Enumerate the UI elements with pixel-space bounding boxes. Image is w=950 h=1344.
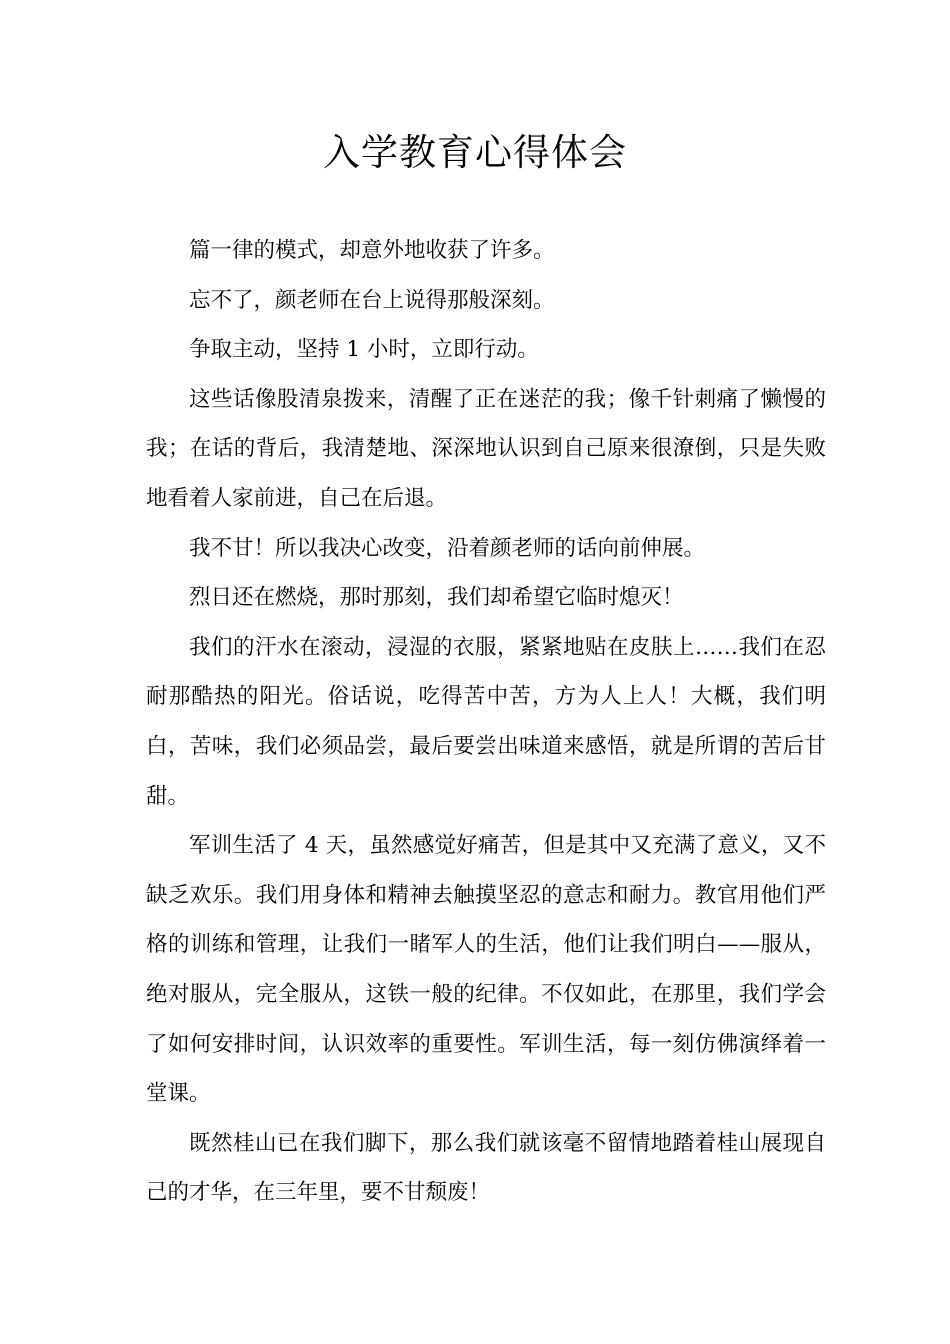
paragraph: 烈日还在燃烧，那时那刻，我们却希望它临时熄灭！ <box>189 585 684 611</box>
paragraph: 我们的汗水在滚动，浸湿的衣服，紧紧地贴在皮肤上……我们在忍耐那酷热的阳光。俗话说，吃得苦中苦，方为人上人！大概，我们明白，苦味，我们必须品尝，最后要尝出味道来感悟，就是所谓的苦后甘甜。 <box>146 634 826 809</box>
paragraph: 篇一律的模式，却意外地收获了许多。 <box>189 238 555 263</box>
paragraph: 这些话像股清泉拨来，清醒了正在迷茫的我；像千针刺痛了懒慢的我；在话的背后，我清楚地、深深地认识到自己原来很潦倒，只是失败地看着人家前进，自己在后退。 <box>146 386 826 511</box>
paragraph: 我不甘！所以我决心改变，沿着颜老师的话向前伸展。 <box>189 535 706 561</box>
paragraph: 争取主动，坚持 1 小时，立即行动。 <box>189 337 539 363</box>
document-body <box>146 226 826 1218</box>
paragraph: 忘不了，颜老师在台上说得那般深刻。 <box>189 287 555 313</box>
paragraph: 既然桂山已在我们脚下，那么我们就该毫不留情地踏着桂山展现自己的才华，在三年里，要不甘颓废！ <box>146 1130 826 1206</box>
paragraph: 军训生活了 4 天，虽然感觉好痛苦，但是其中又充满了意义，又不缺乏欢乐。我们用身体和精神去触摸坚忍的意志和耐力。教官用他们严格的训练和管理，让我们一睹军人的生活，他们让我们明白——服从，绝对服从，完全服从，这铁一般的纪律。不仅如此，在那里，我们学会了如何安排时间，认识效率的重要性。军训生活，每一刻仿佛演绎着一堂课。 <box>146 833 826 1107</box>
document-title: 入学教育心得体会 <box>323 131 627 174</box>
